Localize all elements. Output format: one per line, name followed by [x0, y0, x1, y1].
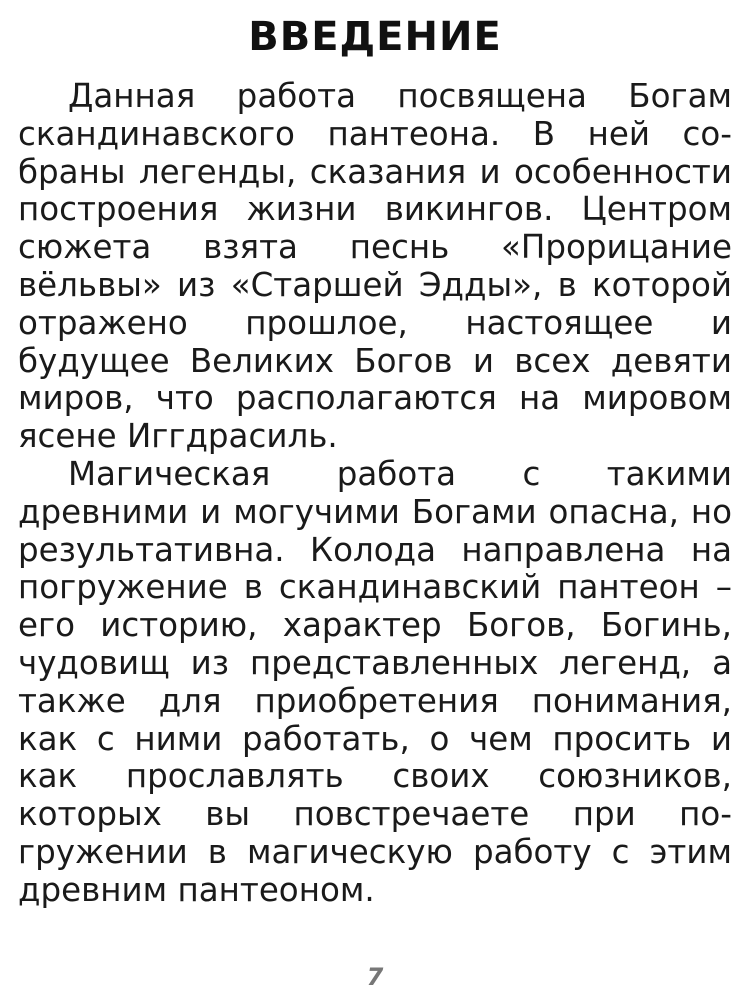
book-page [18, 0, 732, 1000]
page-number: 7 [366, 963, 384, 991]
paragraph-magic-work: Магическая работа с такими древними и могучими Богами опасна, но результативна. Колода направлена на погружение в скандинавский пантеон – его историю, характер Богов, Богинь, чудовищ из представленных легенд, а также для приобретения понимания, как с ними работать, о чем просить и как прославлять своих союзников, которых вы повстречаете при погружении в магическую работу с этим древним пантеоном. [18, 454, 732, 909]
paragraph-intro: Данная работа посвящена Богам скандинавского пантеона. В ней собраны легенды, сказания и особенности построения жизни викингов. Центром сюжета взята песнь «Прорицание вёльвы» из «Старшей Эдды», в которой отражено прошлое, настоящее и будущее Великих Богов и всех девяти миров, что располагаются на мировом ясене Иггдрасиль. [18, 77, 732, 456]
chapter-heading: ВВЕДЕНИЕ [248, 14, 502, 60]
